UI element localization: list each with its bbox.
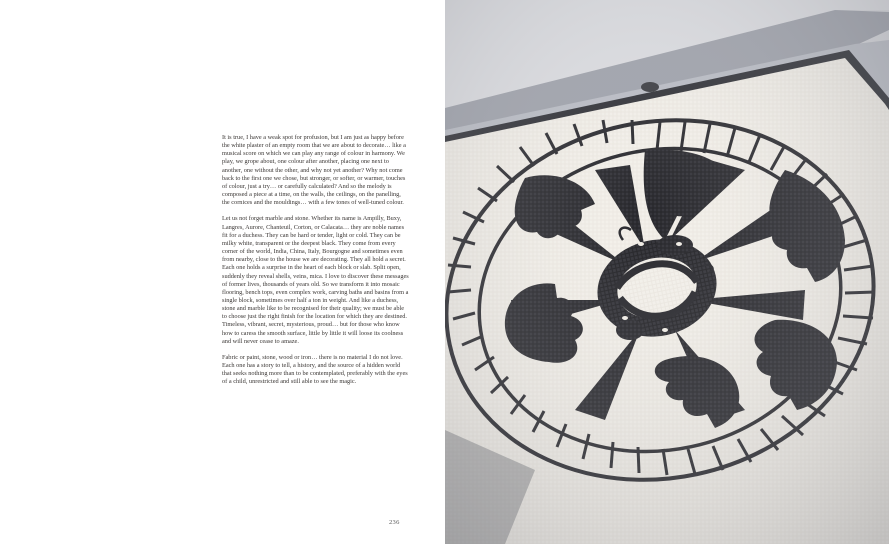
mosaic-floor-image: [445, 0, 889, 544]
paragraph-2: Let us not forget marble and stone. Whether its name is Ampilly, Buxy, Langres, Aurore, Chanteuil, Corton, or Calacata… they are noble names fit for a duchess. They can be hard or tender, light or cold. They can be milky white, transparent or the deepest black. They come from every corner of the world, India, China, Italy, Bourgogne and sometimes even from nearby, close to the house we are decorating. They all hold a secret. Each one holds a surprise in the heart of each block or slab. Split open, suddenly they reveal shells, veins, mica. I love to discover these messages of former lives, thousands of years old. So we transform it into mosaic flooring, bench tops, even complex work, carving baths and basins from a single block, sometimes over half a ton in weight. And like a duchess, stone and marble like to be recognised for their quality; we must be able to choose just the right finish for the location for which they are destined. Timeless, vibrant, secret, mysterious, proud… but for those who know how to caress the smooth surface, little by little it will loose its coolness and will never cease to amaze.: [222, 215, 409, 345]
paragraph-3: Fabric or paint, stone, wood or iron… there is no material I do not love. Each one has a story to tell, a history, and the source of a hidden world that seeks nothing more than to be contemplated, preferably with the eyes of a child, unrestricted and still able to see the magic.: [222, 353, 408, 386]
mosaic-photograph: [445, 0, 889, 544]
page-number: 236: [389, 519, 400, 526]
paragraph-1: It is true, I have a weak spot for profusion, but I am just as happy before the white plaster of an empty room that we are about to decorate… like a musical score on which we can play any range of colour in harmony. We play, we grope about, one colour after another, placing one next to another, one without the other, and why not yet another? Why not come back to the first one we chose, but stronger, or softer, or warmer, touches of colour, just a try… or carefully calculated? And so the melody is composed a piece at a time, on the walls, the ceilings, on the panelling, the cornices and the mouldings… with a few tones of well-tuned colour.: [222, 134, 406, 207]
body-text: [222, 134, 410, 395]
